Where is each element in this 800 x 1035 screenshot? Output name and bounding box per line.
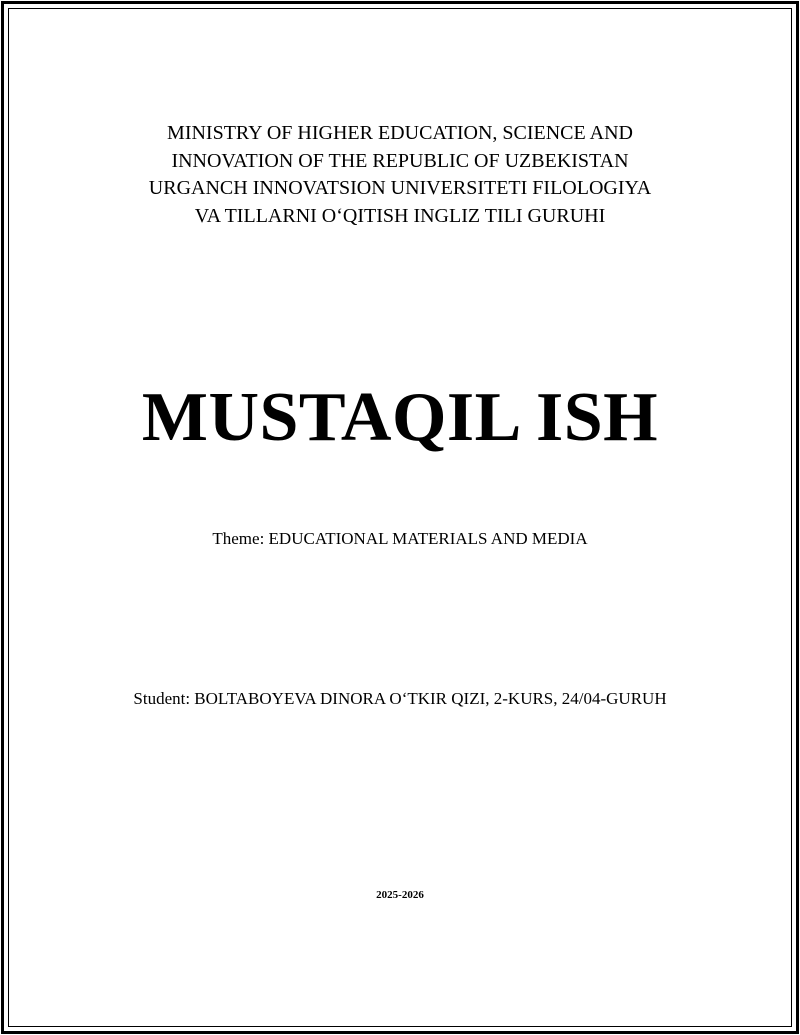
institution-line: VA TILLARNI O‘QITISH INGLIZ TILI GURUHI	[194, 204, 606, 227]
institution-header	[0, 120, 800, 230]
institution-line: URGANCH INNOVATSION UNIVERSITETI FILOLOGIYA	[148, 177, 652, 199]
institution-line: INNOVATION OF THE REPUBLIC OF UZBEKISTAN	[171, 149, 629, 172]
institution-line: MINISTRY OF HIGHER EDUCATION, SCIENCE AND	[167, 122, 633, 144]
student-line: Student: BOLTABOYEVA DINORA O‘TKIR QIZI, 2-KURS, 24/04-GURUH	[133, 689, 667, 708]
theme-line: Theme: EDUCATIONAL MATERIALS AND MEDIA	[212, 529, 588, 548]
document-title: MUSTAQIL ISH	[141, 379, 659, 456]
academic-year: 2025-2026	[376, 889, 424, 901]
